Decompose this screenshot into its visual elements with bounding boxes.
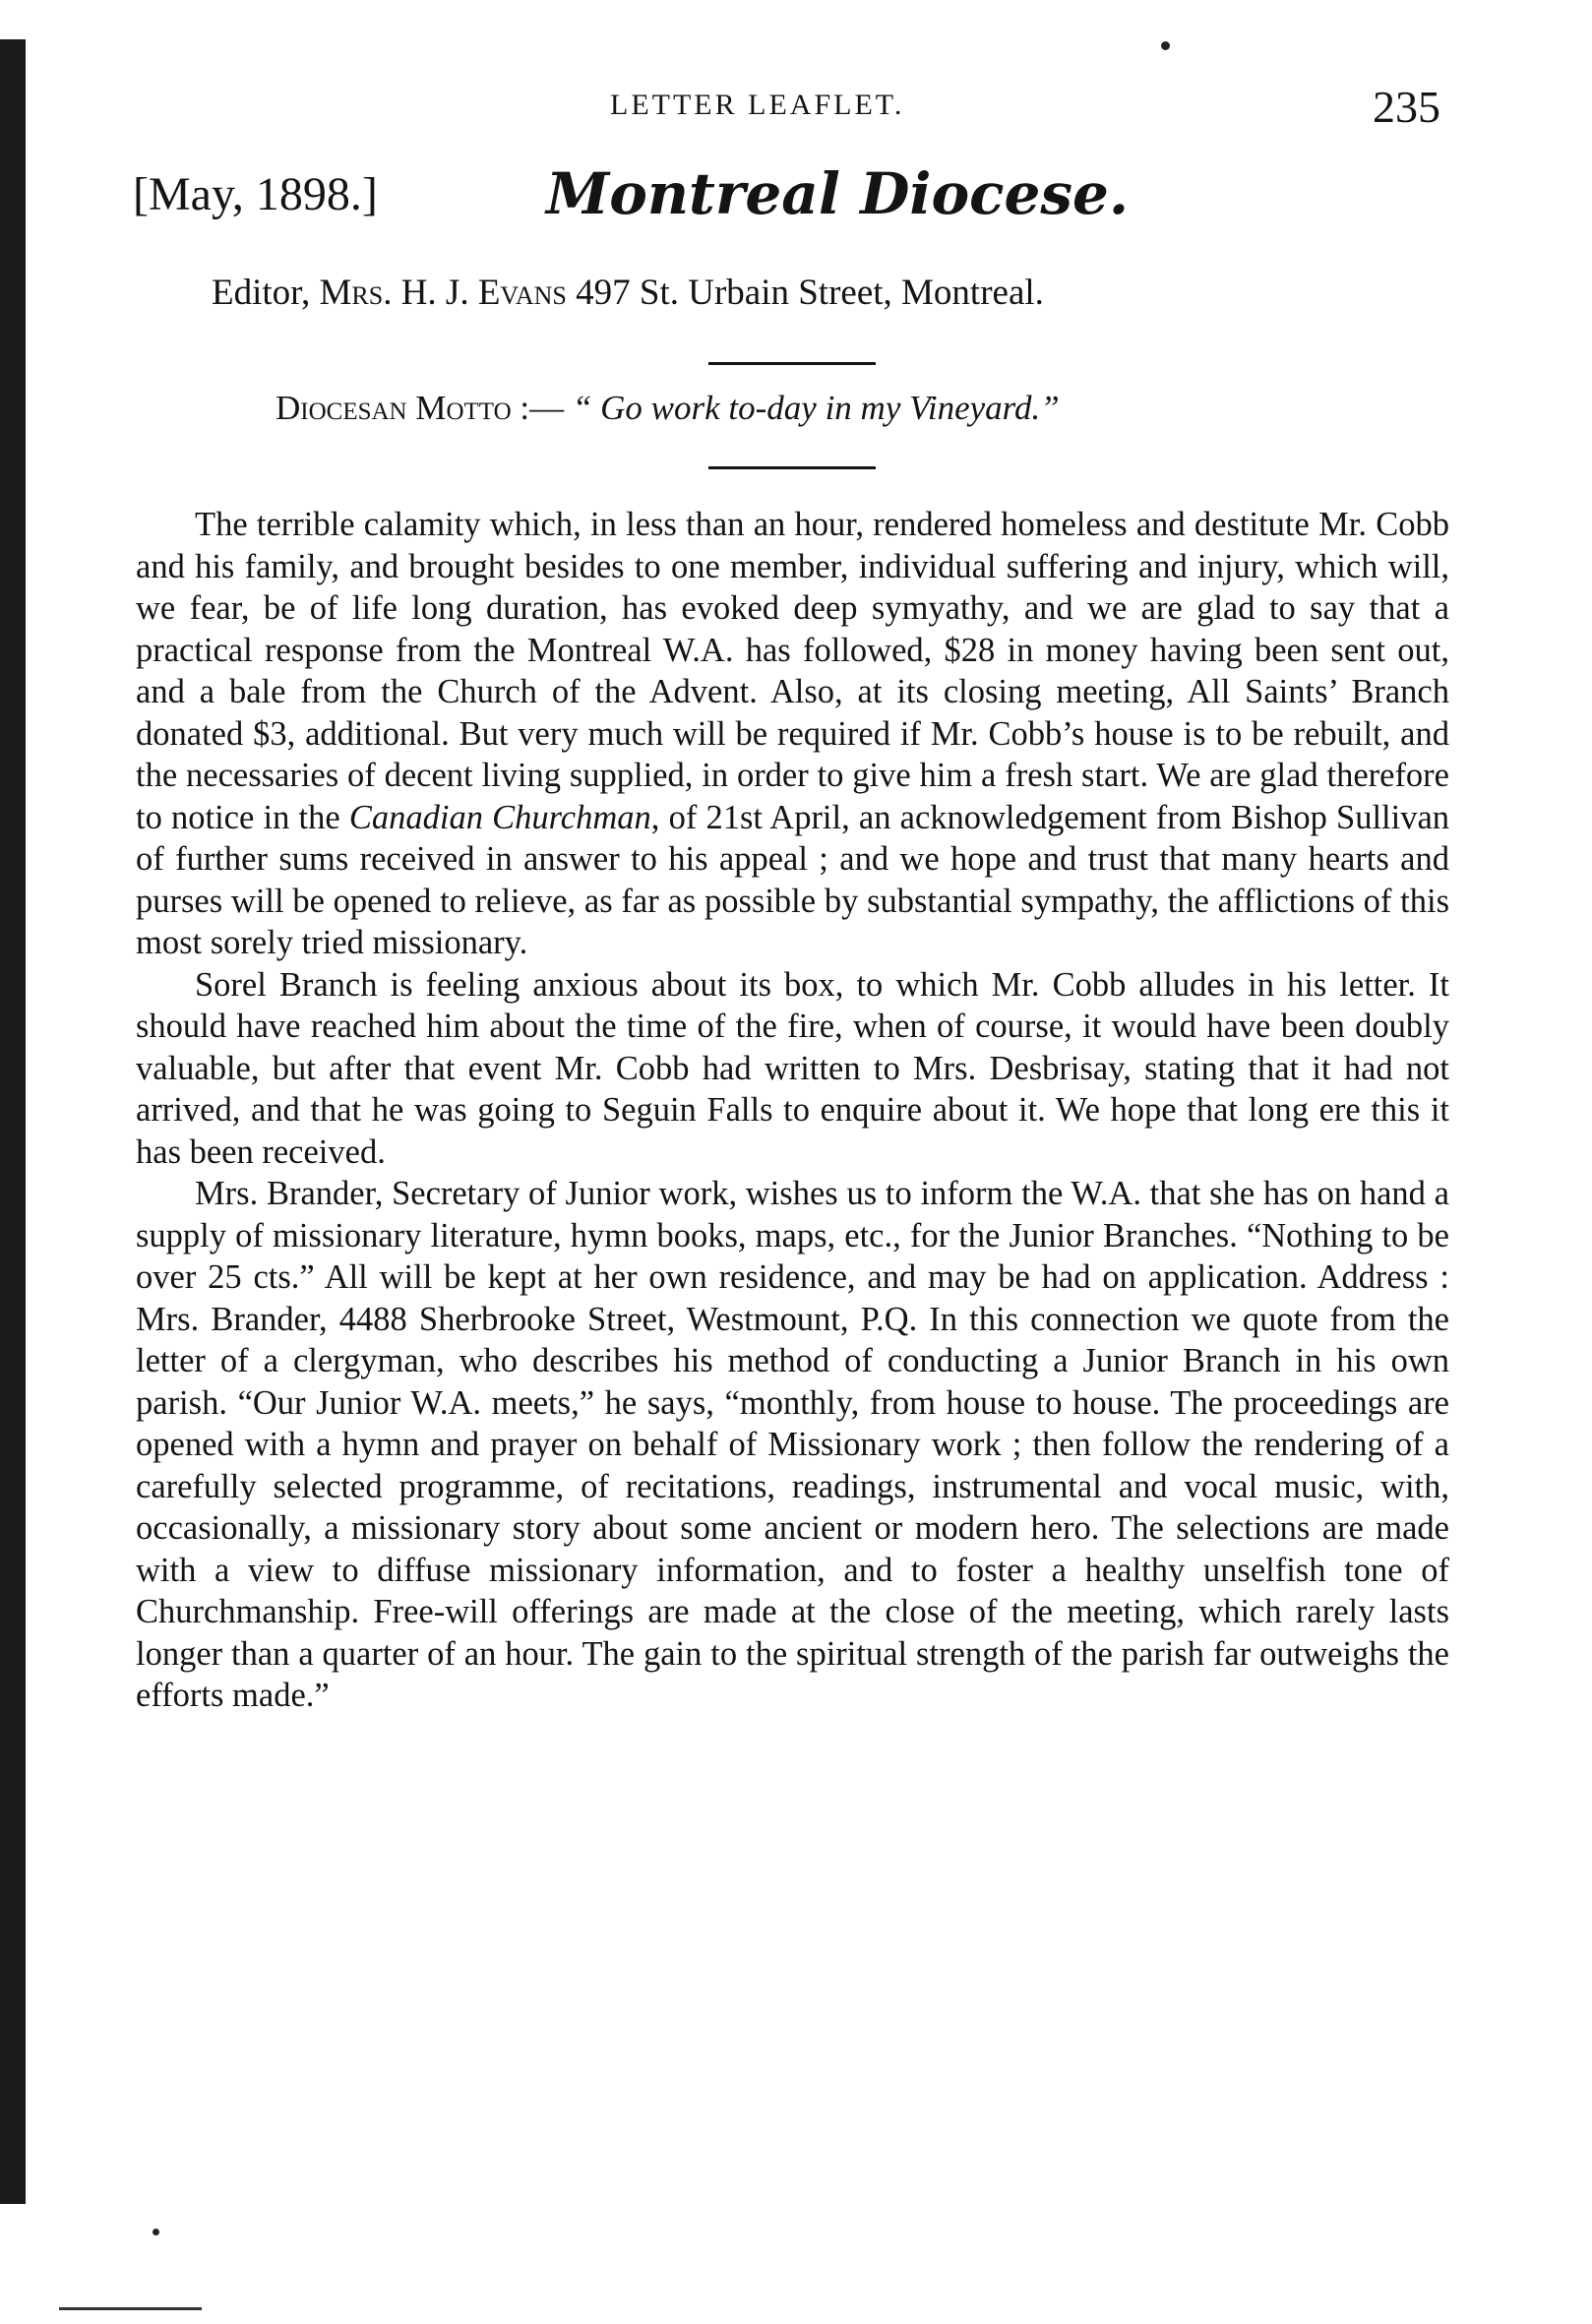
editor-name: Mrs. H. J. Evans <box>319 273 567 313</box>
scan-binding-edge <box>0 39 26 2204</box>
editor-address: 497 St. Urbain Street, Montreal. <box>576 273 1044 313</box>
motto-text: “ Go work to-day in my Vineyard.” <box>572 389 1060 427</box>
divider-rule-bottom <box>708 466 876 469</box>
editor-label: Editor, <box>212 273 311 313</box>
publication-title: Canadian Churchman <box>348 798 651 836</box>
scan-margin-mark <box>59 2307 202 2310</box>
diocesan-motto <box>276 389 1060 428</box>
paragraph-1-text-after: , of 21st April, an acknowledgement from Bishop Sullivan of further sums received in answer to his appeal ; and we hope and trust that many hearts and purses will be opened to relieve, as far as possible by substantial sympathy, the afflictions of this most sorely tried missionary. <box>136 798 1450 961</box>
page-number: 235 <box>1373 82 1440 132</box>
issue-date: [May, 1898.] <box>133 168 378 220</box>
scan-speck <box>1161 41 1170 50</box>
running-head: LETTER LEAFLET. <box>610 89 905 121</box>
page-title: Montreal Diocese. <box>546 160 1130 227</box>
scan-speck <box>153 2229 159 2235</box>
article-body <box>136 504 1449 1717</box>
paragraph-sorel-branch: Sorel Branch is feeling anxious about its box, to which Mr. Cobb alludes in his letter. It should have reached him about the time of the fire, when of course, it would have been doubly valuable, but after that event Mr. Cobb had written to Mrs. Desbrisay, stating that it had not arrived, and that he was going to Seguin Falls to enquire about it. We hope that long ere this it has been received. <box>136 965 1449 1171</box>
paragraph-1-text-before: The terrible calamity which, in less than an hour, rendered homeless and destitute Mr. Cobb and his family, and brought besides to one member, individual suffering and injury, which will, we fear, be of life long duration, has evoked deep symyathy, and we are glad to say that a practical response from the Montreal W.A. has followed, $28 in money having been sent out, and a bale from the Church of the Advent. Also, at its closing meeting, All Saints’ Branch donated $3, additional. But very much will be required if Mr. Cobb’s house is to be rebuilt, and the necessaries of decent living supplied, in order to give him a fresh start. We are glad therefore to notice in the <box>136 506 1449 836</box>
paragraph-cobb-calamity <box>136 504 1449 964</box>
motto-label: Diocesan Motto :— <box>276 389 565 427</box>
divider-rule-top <box>708 362 876 365</box>
editor-line <box>212 272 1044 314</box>
paragraph-junior-work: Mrs. Brander, Secretary of Junior work, wishes us to inform the W.A. that she has on hand a supply of missionary literature, hymn books, maps, etc., for the Junior Branches. “Nothing to be over 25 cts.” All will be kept at her own residence, and may be had on application. Address : Mrs. Brander, 4488 Sherbrooke Street, Westmount, P.Q. In this connection we quote from the letter of a clergyman, who describes his method of conducting a Junior Branch in his own parish. “Our Junior W.A. meets,” he says, “monthly, from house to house. The proceedings are opened with a hymn and prayer on behalf of Missionary work ; then follow the rendering of a carefully selected programme, of recitations, readings, instrumental and vocal music, with, occasionally, a missionary story about some ancient or modern hero. The selections are made with a view to diffuse missionary information, and to foster a healthy unselfish tone of Churchmanship. Free-will offerings are made at the close of the meeting, which rarely lasts longer than a quarter of an hour. The gain to the spiritual strength of the parish far outweighs the efforts made.” <box>136 1175 1449 1714</box>
